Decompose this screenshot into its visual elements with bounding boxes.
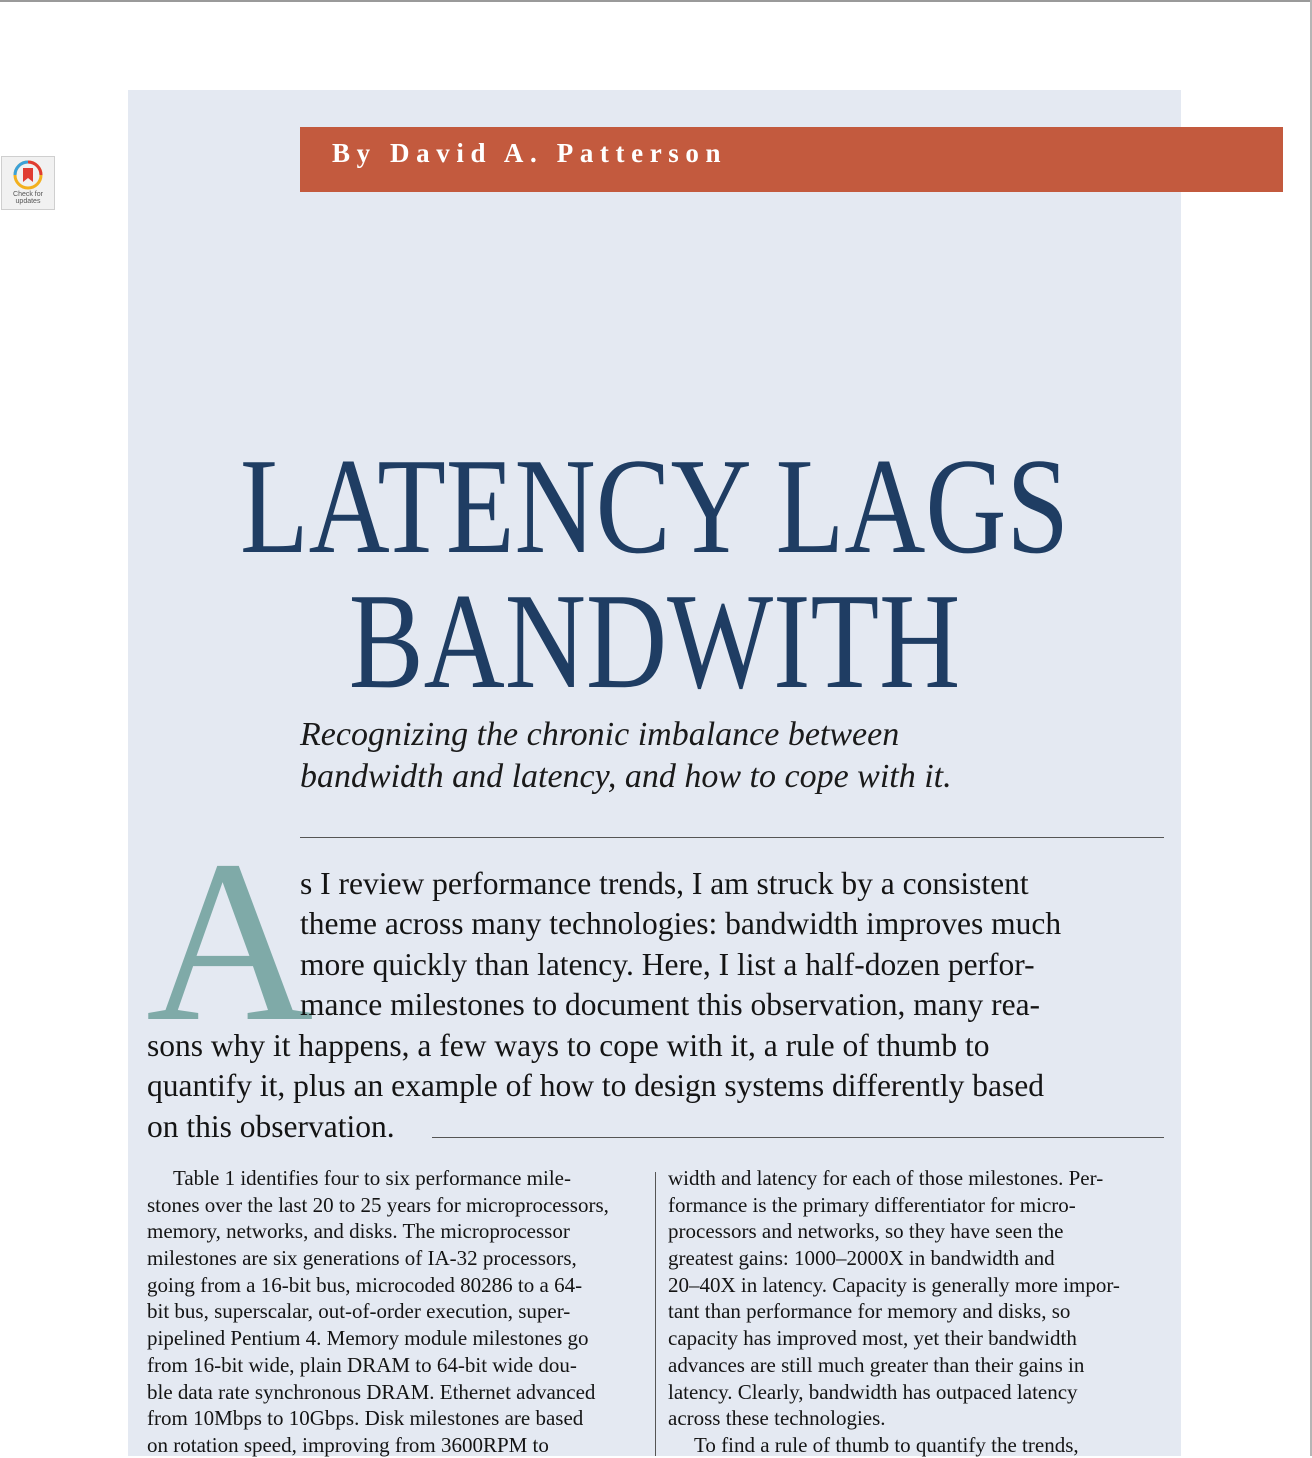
page-border-top <box>0 0 1312 2</box>
left-column-line: going from a 16-bit bus, microcoded 80286 to a 64- <box>147 1273 583 1297</box>
lead-end-rule <box>432 1137 1164 1138</box>
right-column-line: capacity has improved most, yet their bandwidth <box>668 1326 1077 1350</box>
left-column-line: stones over the last 20 to 25 years for microprocessors, <box>147 1193 609 1217</box>
left-column-line: from 10Mbps to 10Gbps. Disk milestones are based <box>147 1406 584 1430</box>
left-column-line: Table 1 identifies four to six performance mile- <box>173 1166 571 1190</box>
left-column-line: bit bus, superscalar, out-of-order execution, super- <box>147 1299 571 1323</box>
right-column-line: 20–40X in latency. Capacity is generally more impor- <box>668 1273 1120 1297</box>
left-column-line: on rotation speed, improving from 3600RPM to <box>147 1433 549 1457</box>
drop-cap: A <box>146 813 314 1070</box>
lead-top-rule <box>300 837 1164 838</box>
left-column-line: from 16-bit wide, plain DRAM to 64-bit wide dou- <box>147 1353 577 1377</box>
right-column-line: processors and networks, so they have seen the <box>668 1219 1064 1243</box>
right-column-line: tant than performance for memory and disks, so <box>668 1299 1071 1323</box>
bookmark-icon <box>13 160 43 190</box>
left-column-line: memory, networks, and disks. The microprocessor <box>147 1219 570 1243</box>
lead-line: sons why it happens, a few ways to cope with it, a rule of thumb to <box>147 1028 990 1063</box>
lead-line: theme across many technologies: bandwidth improves much <box>300 906 1062 941</box>
article-subtitle-line-2: bandwidth and latency, and how to cope with it. <box>300 758 952 795</box>
right-column-line: across these technologies. <box>668 1406 886 1430</box>
right-column-line: greatest gains: 1000–2000X in bandwidth and <box>668 1246 1055 1270</box>
left-column-line: ble data rate synchronous DRAM. Ethernet advanced <box>147 1380 596 1404</box>
right-column-line: latency. Clearly, bandwidth has outpaced latency <box>668 1380 1078 1404</box>
article-title-line-1: LATENCY LAGS <box>239 430 1069 582</box>
column-divider <box>655 1172 656 1456</box>
lead-line: s I review performance trends, I am struck by a consistent <box>300 866 1029 901</box>
lead-line: quantify it, plus an example of how to design systems differently based <box>147 1068 1044 1103</box>
right-column-line: To find a rule of thumb to quantify the trends, <box>694 1433 1079 1457</box>
left-column-line: milestones are six generations of IA-32 processors, <box>147 1246 577 1270</box>
badge-label: Check for updates <box>13 191 43 205</box>
author-byline: By David A. Patterson <box>332 138 728 168</box>
right-column-line: width and latency for each of those milestones. Per- <box>668 1166 1104 1190</box>
left-column-line: pipelined Pentium 4. Memory module milestones go <box>147 1326 589 1350</box>
author-banner <box>300 127 1283 192</box>
check-for-updates-badge[interactable] <box>1 156 55 210</box>
article-subtitle-line-1: Recognizing the chronic imbalance between <box>300 716 900 753</box>
lead-line: on this observation. <box>147 1109 395 1144</box>
right-column-line: advances are still much greater than their gains in <box>668 1353 1085 1377</box>
lead-line: mance milestones to document this observation, many rea- <box>300 987 1041 1022</box>
article-title-line-2: BANDWITH <box>348 565 961 717</box>
lead-line: more quickly than latency. Here, I list a half-dozen perfor- <box>300 947 1035 982</box>
right-column-line: formance is the primary differentiator for micro- <box>668 1193 1076 1217</box>
